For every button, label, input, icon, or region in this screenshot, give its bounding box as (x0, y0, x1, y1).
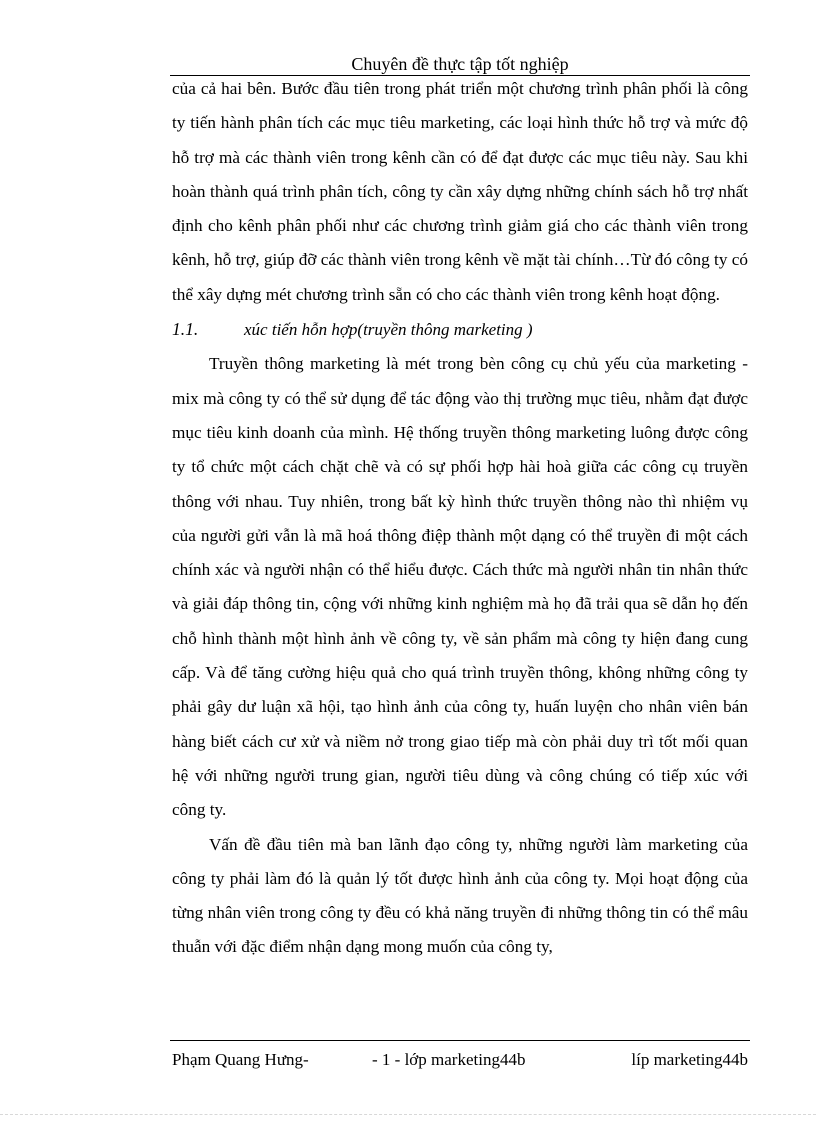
footer-author: Phạm Quang Hưng- (172, 1050, 309, 1069)
section-heading (172, 312, 748, 347)
page-header-title: Chuyên đề thực tập tốt nghiệp (351, 54, 569, 74)
paragraph-communication: Truyền thông marketing là mét trong bèn công cụ chủ yếu của marketing - mix mà công ty có thể sử dụng để tác động vào thị trường mục tiêu, nhằm đạt được mục tiêu kinh doanh của mình. Hệ thống truyền thông marketing luông được công ty tổ chức một cách chặt chẽ và có sự phối hợp hài hoà giữa các công cụ truyền thông với nhau. Tuy nhiên, trong bất kỳ hình thức truyền thông nào thì nhiệm vụ của người gửi vẫn là mã hoá thông điệp thành một dạng có thể truyền đi một cách chính xác và người nhận có thể hiểu được. Cách thức mà người nhân tin nhân thức và giải đáp thông tin, cộng với những kinh nghiệm mà họ đã trải qua sẽ dẫn họ đến chỗ hình thành một hình ảnh về công ty, về sản phẩm mà công ty hiện đang cung cấp. Và để tăng cường hiệu quả cho quá trình truyền thông, không những công ty phải gây dư luận xã hội, tạo hình ảnh của công ty, huấn luyện cho nhân viên bán hàng biết cách cư xử và niềm nở trong giao tiếp mà còn phải duy trì tốt mối quan hệ với những người trung gian, người tiêu dùng và công chúng có tiếp xúc với công ty. (172, 354, 748, 820)
paragraph-continuation: của cả hai bên. Bước đầu tiên trong phát triển một chương trình phân phối là công ty tiến hành phân tích các mục tiêu marketing, các loại hình thức hỗ trợ và mức độ hỗ trợ mà các thành viên trong kênh cần có để đạt được các mục tiêu này. Sau khi hoàn thành quá trình phân tích, công ty cần xây dựng những chính sách hỗ trợ nhất định cho kênh phân phối như các chương trình giảm giá cho các thành viên trong kênh, hỗ trợ, giúp đỡ các thành viên trong kênh về mặt tài chính…Từ đó công ty có thể xây dựng mét chương trình sẵn có cho các thành viên trong kênh hoạt động. (172, 79, 748, 304)
section-number: 1.1. (172, 319, 199, 340)
footer-class: líp marketing44b (631, 1050, 748, 1069)
paragraph-image-management: Vấn đề đầu tiên mà ban lãnh đạo công ty, những người làm marketing của công ty phải làm đó là quản lý tốt được hình ảnh của công ty. Mọi hoạt động của từng nhân viên trong công ty đều có khả năng truyền đi những thông tin có thể mâu thuẫn với đặc điểm nhận dạng mong muốn của công ty, (172, 834, 748, 957)
page-edge-divider (0, 1114, 816, 1115)
footer-page-number: - 1 - lớp marketing44b (372, 1050, 526, 1069)
document-body (172, 72, 748, 965)
footer-divider (170, 1040, 750, 1041)
section-title: xúc tiến hỗn hợp(truyền thông marketing ) (244, 320, 533, 340)
